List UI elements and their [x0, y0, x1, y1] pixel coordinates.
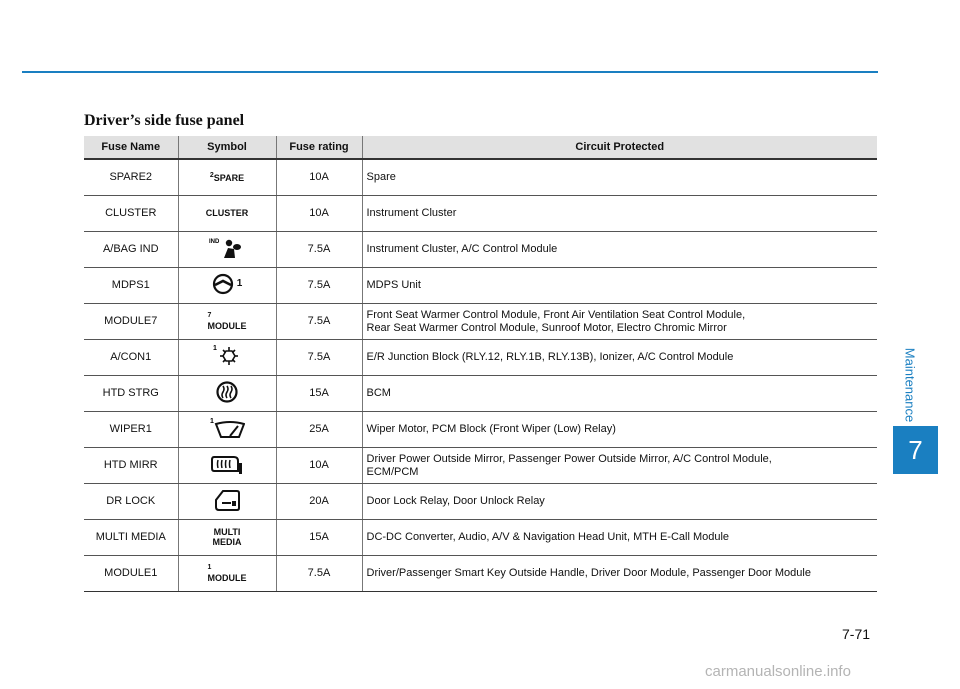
- circuit-protected: E/R Junction Block (RLY.12, RLY.1B, RLY.13B), Ionizer, A/C Control Module: [362, 340, 877, 376]
- table-row: [84, 159, 877, 196]
- multimedia-text-icon: [213, 527, 242, 547]
- table-row: [84, 268, 877, 304]
- fuse-name: SPARE2: [84, 159, 178, 196]
- steering-wheel-icon: [212, 273, 243, 295]
- fuse-rating: 7.5A: [276, 304, 362, 340]
- fuse-name: HTD STRG: [84, 376, 178, 412]
- table-row: [84, 196, 877, 232]
- circuit-protected: Wiper Motor, PCM Block (Front Wiper (Low) Relay): [362, 412, 877, 448]
- top-rule: [22, 71, 878, 73]
- header-circuit-protected: Circuit Protected: [362, 136, 877, 159]
- circuit-protected: Spare: [362, 159, 877, 196]
- spare-text-icon: [178, 159, 276, 196]
- airbag-indicator-icon: [207, 236, 247, 260]
- heated-steering-icon: [215, 380, 239, 404]
- circuit-line: ECM/PCM: [366, 465, 419, 478]
- circuit-protected: [362, 448, 877, 484]
- cluster-text-icon: [178, 196, 276, 232]
- circuit-line: Driver Power Outside Mirror, Passenger Power Outside Mirror, A/C Control Module,: [366, 452, 772, 465]
- door-lock-icon: [213, 488, 241, 512]
- header-fuse-name: Fuse Name: [84, 136, 178, 159]
- fuse-rating: 7.5A: [276, 340, 362, 376]
- fuse-name: A/CON1: [84, 340, 178, 376]
- symbol-superscript: 1: [213, 344, 217, 352]
- fuse-name: WIPER1: [84, 412, 178, 448]
- symbol-superscript: 1: [207, 563, 212, 571]
- fuse-rating: 7.5A: [276, 268, 362, 304]
- circuit-protected: Instrument Cluster: [362, 196, 877, 232]
- symbol-text: 1: [236, 277, 243, 289]
- header-symbol: Symbol: [178, 136, 276, 159]
- symbol-text: MODULE: [207, 320, 247, 331]
- section-title: Driver’s side fuse panel: [84, 112, 245, 129]
- symbol-text: MODULE: [207, 572, 247, 583]
- chapter-tab: 7: [893, 426, 938, 474]
- header-fuse-rating: Fuse rating: [276, 136, 362, 159]
- module-text-icon: [208, 563, 247, 583]
- circuit-protected: [362, 304, 877, 340]
- fuse-name: MDPS1: [84, 268, 178, 304]
- fuse-name: A/BAG IND: [84, 232, 178, 268]
- symbol-superscript: 1: [210, 417, 214, 425]
- fuse-rating: 10A: [276, 159, 362, 196]
- fuse-rating: 15A: [276, 520, 362, 556]
- circuit-protected: BCM: [362, 376, 877, 412]
- fuse-name: CLUSTER: [84, 196, 178, 232]
- fuse-name: MODULE1: [84, 556, 178, 592]
- table-row: [84, 412, 877, 448]
- heated-mirror-icon: [210, 452, 244, 476]
- fuse-rating: 15A: [276, 376, 362, 412]
- table-row: [84, 556, 877, 592]
- table-row: [84, 340, 877, 376]
- table-row: [84, 232, 877, 268]
- symbol-text: CLUSTER: [205, 208, 249, 218]
- circuit-protected: Driver/Passenger Smart Key Outside Handle, Driver Door Module, Passenger Door Module: [362, 556, 877, 592]
- symbol-superscript: 7: [207, 311, 212, 319]
- fuse-rating: 7.5A: [276, 556, 362, 592]
- fuse-name: MODULE7: [84, 304, 178, 340]
- symbol-text: SPARE: [213, 172, 245, 183]
- circuit-line: Front Seat Warmer Control Module, Front Air Ventilation Seat Control Module,: [366, 308, 746, 321]
- symbol-text-line: MEDIA: [212, 536, 242, 547]
- fuse-rating: 25A: [276, 412, 362, 448]
- circuit-protected: Door Lock Relay, Door Unlock Relay: [362, 484, 877, 520]
- table-header-row: [84, 136, 877, 159]
- table-row: [84, 448, 877, 484]
- watermark: carmanualsonline.info: [705, 663, 851, 680]
- circuit-protected: Instrument Cluster, A/C Control Module: [362, 232, 877, 268]
- table-row: [84, 376, 877, 412]
- table-row: [84, 304, 877, 340]
- section-side-label: [890, 340, 930, 430]
- symbol-superscript: 2: [209, 171, 214, 179]
- table-row: [84, 484, 877, 520]
- fuse-rating: 10A: [276, 196, 362, 232]
- fuse-name: MULTI MEDIA: [84, 520, 178, 556]
- circuit-protected: DC-DC Converter, Audio, A/V & Navigation Head Unit, MTH E-Call Module: [362, 520, 877, 556]
- symbol-superscript: IND: [209, 238, 220, 245]
- circuit-line: Rear Seat Warmer Control Module, Sunroof Motor, Electro Chromic Mirror: [366, 321, 727, 334]
- wiper-icon: [209, 416, 245, 440]
- side-label-text: Maintenance: [902, 347, 918, 423]
- module-text-icon: [208, 311, 247, 331]
- fuse-table: [84, 136, 877, 592]
- fuse-name: DR LOCK: [84, 484, 178, 520]
- fuse-rating: 20A: [276, 484, 362, 520]
- symbol-text-line: MULTI: [213, 526, 241, 537]
- table-row: [84, 520, 877, 556]
- fuse-rating: 7.5A: [276, 232, 362, 268]
- fuse-rating: 10A: [276, 448, 362, 484]
- page-number: 7-71: [842, 626, 871, 642]
- circuit-protected: MDPS Unit: [362, 268, 877, 304]
- snowflake-icon: [212, 343, 242, 369]
- fuse-name: HTD MIRR: [84, 448, 178, 484]
